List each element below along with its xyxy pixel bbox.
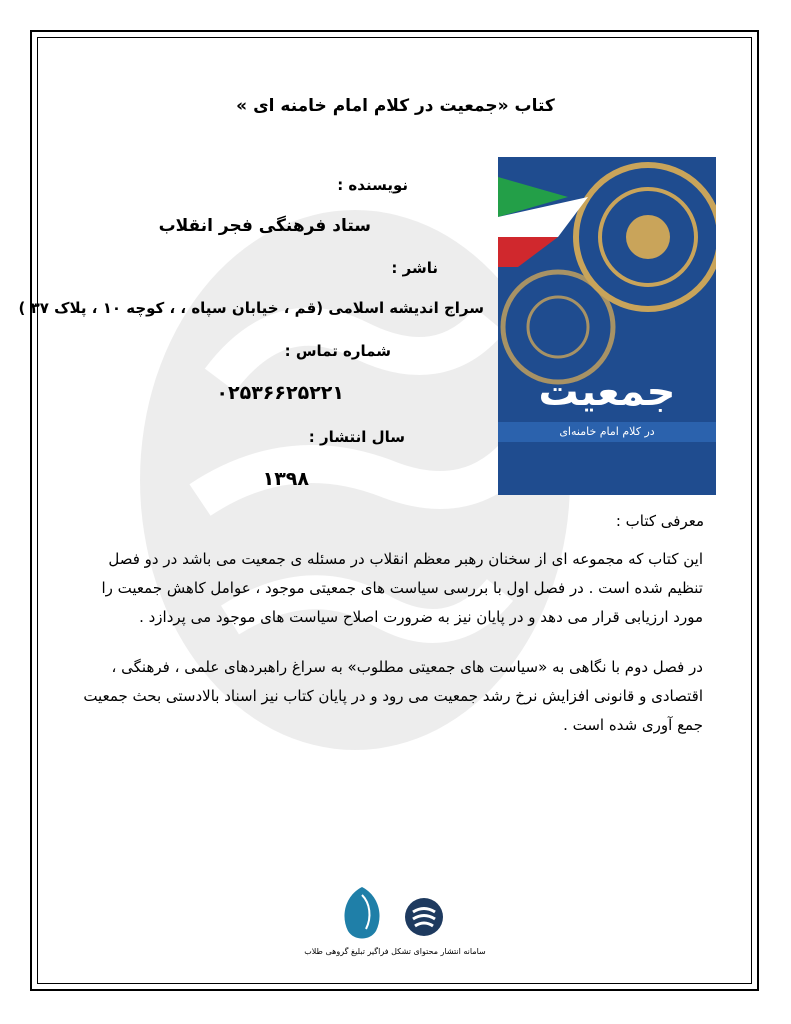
year-value: ۱۳۹۸ <box>262 468 309 490</box>
year-label: سال انتشار : <box>308 428 405 446</box>
book-cover-subtitle: در کلام امام خامنه‌ای <box>559 425 655 438</box>
book-cover-art <box>498 157 716 495</box>
author-label: نویسنده : <box>337 176 408 194</box>
book-cover-image <box>498 157 716 495</box>
intro-heading: معرفی کتاب : <box>615 512 704 530</box>
organization-logo <box>404 897 444 937</box>
publisher-label: ناشر : <box>391 259 438 277</box>
intro-paragraph-2: در فصل دوم با نگاهی به «سیاست های جمعیتی مطلوب» به سراغ راهبردهای علمی ، فرهنگی ، اقتصادی و قانونی افزایش نرخ رشد جمعیت می رود و در پایان کتاب نیز اسناد بالادستی بحث جمعیت جمع آوری شده است . <box>83 658 703 734</box>
author-value: ستاد فرهنگی فجر انقلاب <box>158 216 371 236</box>
document-title: کتاب «جمعیت در کلام امام خامنه ای » <box>236 96 555 116</box>
phone-label: شماره تماس : <box>284 342 391 360</box>
footer-caption: سامانه انتشار محتوای تشکل فراگیر تبلیغ گروهی طلاب <box>304 947 486 956</box>
phone-value: ۰۲۵۳۶۶۲۵۲۲۱ <box>216 382 344 404</box>
quill-logo <box>338 885 386 943</box>
publisher-value: سراج اندیشه اسلامی (قم ، خیابان سپاه ، ، کوچه ۱۰ ، پلاک ۳۷ ) <box>18 299 484 317</box>
book-cover-title: جمعیت <box>538 369 676 415</box>
intro-paragraph-1: این کتاب که مجموعه ای از سخنان رهبر معظم انقلاب در مسئله ی جمعیت می باشد در دو فصل تنظیم شده است . در فصل اول با بررسی سیاست های جمعیتی موجود ، عوامل کاهش جمعیت را مورد ارزیابی قرار می دهد و در پایان نیز به ضرورت اصلاح سیاست های موجود می پردازد . <box>101 550 703 626</box>
